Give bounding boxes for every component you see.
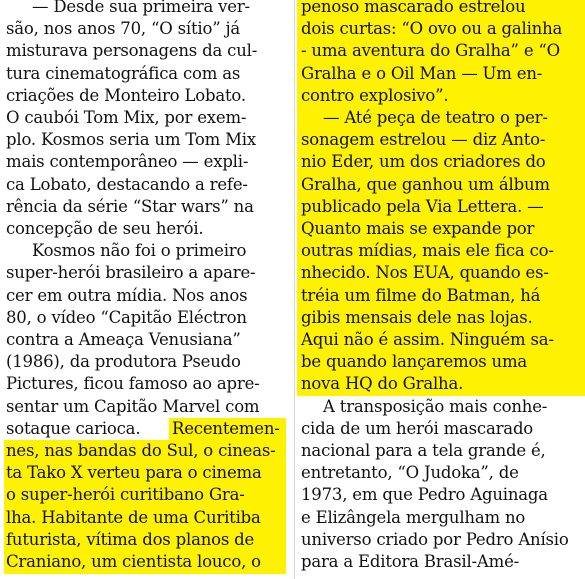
text-line: para a Editora Brasil-Amé- — [301, 552, 520, 571]
text-line: Kosmos não foi o primeiro — [32, 241, 247, 261]
text-line: be quando lançaremos uma — [301, 352, 528, 372]
text-line: — Até peça de teatro o per- — [323, 108, 548, 127]
text-line: gibis mensais dele nas lojas. — [301, 307, 533, 327]
text-line: ta Tako X verteu para o cinema — [6, 463, 262, 483]
text-line: sotaque carioca. — [6, 418, 141, 438]
text-line: plo. Kosmos seria um Tom Mix — [6, 130, 256, 150]
text-line: tréia um filme do Batman, há — [301, 285, 541, 305]
text-line: A transposição mais conhe- — [323, 396, 548, 416]
text-line: Aqui não é assim. Ninguém sa- — [301, 330, 554, 349]
text-line: criações de Monteiro Lobato. — [6, 85, 246, 105]
text-line: contra a Ameaça Venusiana” — [6, 330, 241, 349]
text-line: Quanto mais se expande por — [301, 219, 535, 238]
text-line: ca Lobato, destacando a refe- — [6, 174, 248, 194]
right-column — [301, 0, 581, 579]
text-line: Pictures, ficou famoso ao apre- — [6, 374, 260, 394]
text-line: 1973, em que Pedro Aguinaga — [301, 485, 548, 505]
text-line: misturava personagens da cul- — [6, 41, 258, 61]
text-line: concepção de seu herói. — [6, 219, 204, 238]
text-line: nhecido. Nos EUA, quando es- — [301, 263, 549, 283]
text-line: cer em outra mídia. Nos anos — [6, 285, 248, 305]
text-line: rência da série “Star wars” na — [6, 196, 254, 216]
text-line: - uma aventura do Gralha” e “O — [301, 41, 560, 61]
text-line: e Elizângela mergulham no — [301, 507, 526, 527]
text-line: Craniano, um cientista louco, o — [6, 552, 261, 571]
text-line: 80, o vídeo “Capitão Eléctron — [6, 307, 247, 327]
text-line: super-herói brasileiro a apare- — [6, 263, 256, 283]
text-line: futurista, vítima dos planos de — [6, 529, 255, 549]
text-line: nio Eder, um dos criadores do — [301, 152, 546, 172]
text-line: cida de um herói mascarado — [301, 418, 534, 438]
text-line: mais contemporâneo — expli- — [6, 152, 249, 172]
text-line: Gralha, que ganhou um álbum — [301, 174, 550, 194]
text-line: nova HQ do Gralha. — [301, 374, 464, 394]
highlighted-word: Recentemen- — [172, 418, 280, 438]
text-line: penoso mascarado estrelou — [301, 0, 526, 16]
text-line: contro explosivo”. — [301, 85, 449, 105]
text-line: sonagem estrelou — diz Anto- — [301, 130, 546, 150]
text-line: — Desde sua primeira ver- — [32, 0, 250, 16]
text-line: sentar um Capitão Marvel com — [6, 396, 260, 416]
text-line: nes, nas bandas do Sul, o cineas- — [6, 441, 276, 460]
text-line: universo criado por Pedro Anísio — [301, 529, 569, 549]
text-line: tura cinematográfica com as — [6, 63, 241, 83]
text-line: nacional para a tela grande é, — [301, 441, 546, 460]
text-line: lha. Habitante de uma Curitiba — [6, 507, 261, 527]
left-column — [6, 0, 286, 579]
text-line: dois curtas: “O ovo ou a galinha — [301, 19, 563, 39]
text-line: (1986), da produtora Pseudo — [6, 352, 241, 372]
text-line: o super-herói curitibano Gra- — [6, 485, 245, 505]
text-line: são, nos anos 70, “O sítio” já — [6, 19, 241, 39]
text-line: O caubói Tom Mix, por exem- — [6, 108, 247, 127]
text-line: entretanto, “O Judoka”, de — [301, 463, 519, 483]
text-line: outras mídias, mais ele fica co- — [301, 241, 554, 261]
text-line: Gralha e o Oil Man — Um en- — [301, 63, 543, 83]
text-line: publicado pela Via Lettera. — — [301, 196, 544, 216]
column-divider — [294, 0, 295, 579]
